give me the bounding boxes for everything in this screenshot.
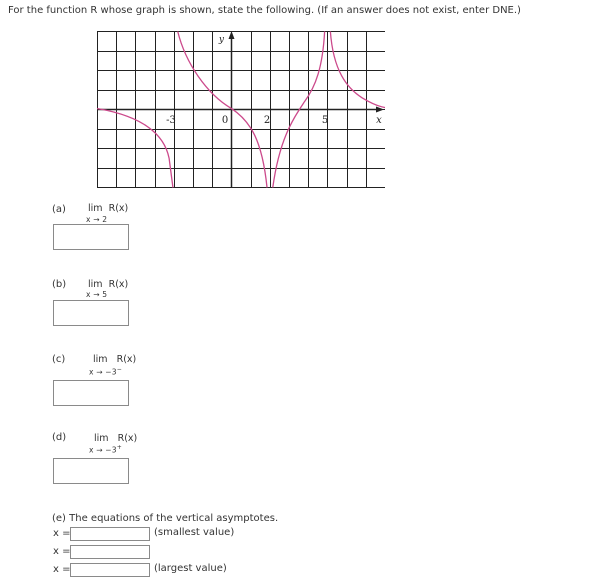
part-a-label: (a) (52, 204, 66, 215)
tick-label-2: 2 (263, 115, 271, 126)
part-c-approach: x → −3− (89, 366, 122, 377)
part-b-answer-input[interactable] (53, 300, 129, 326)
part-a-answer-input[interactable] (53, 224, 129, 250)
asymptote-2-label: x = (53, 546, 71, 557)
largest-value-note: (largest value) (154, 563, 227, 574)
smallest-value-note: (smallest value) (154, 527, 235, 538)
y-axis-label: y (218, 35, 224, 45)
instructions: For the function R whose graph is shown, state the following. (If an answer does not exist, enter DNE.) (8, 5, 521, 16)
part-a-lim: lim R(x) (88, 203, 129, 214)
part-b-approach: x → 5 (86, 290, 108, 299)
part-c-answer-input[interactable] (53, 380, 129, 406)
curve-branch-right (330, 32, 385, 108)
part-b-label: (b) (52, 279, 67, 290)
tick-label-neg3: -3 (166, 115, 176, 126)
part-b-lim: lim R(x) (88, 279, 129, 290)
tick-label-5: 5 (321, 115, 329, 126)
part-a-approach: x → 2 (86, 215, 108, 224)
asymptote-3-label: x = (53, 564, 71, 575)
part-e-prompt: (e) The equations of the vertical asymptotes. (52, 513, 279, 524)
part-d-approach: x → −3+ (89, 444, 122, 455)
y-axis-arrow-icon (229, 31, 235, 39)
graph-grid (97, 31, 385, 188)
asymptote-2-input[interactable] (70, 545, 150, 559)
asymptote-3-input[interactable] (70, 563, 150, 577)
part-d-label: (d) (52, 432, 67, 443)
x-axis-label: x (376, 115, 382, 126)
part-c-label: (c) (52, 354, 66, 365)
part-d-lim: lim R(x) (94, 433, 138, 444)
asymptote-1-input[interactable] (70, 527, 150, 541)
asymptote-1-label: x = (53, 528, 71, 539)
tick-label-0: 0 (221, 115, 229, 126)
part-d-answer-input[interactable] (53, 458, 129, 484)
part-c-lim: lim R(x) (93, 354, 137, 365)
function-graph (97, 30, 385, 188)
